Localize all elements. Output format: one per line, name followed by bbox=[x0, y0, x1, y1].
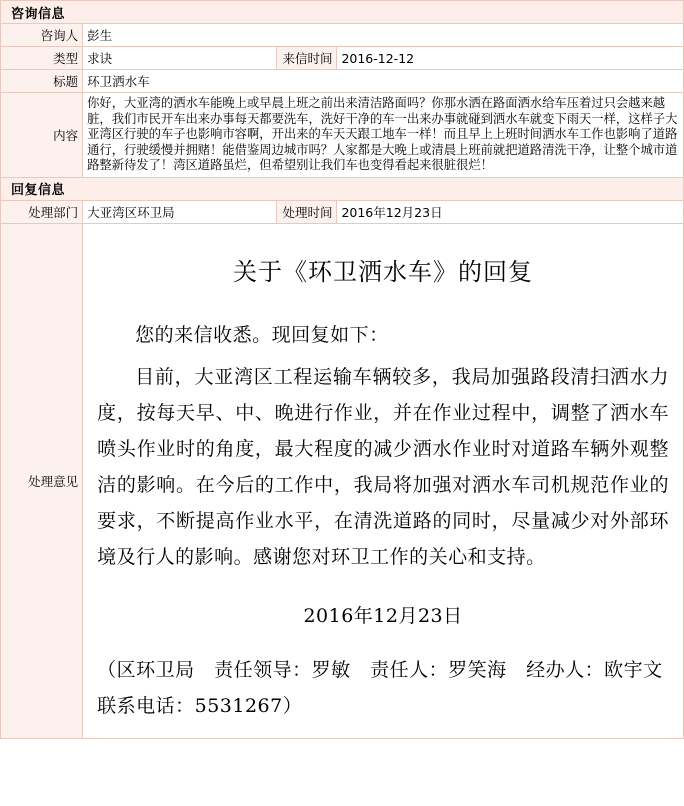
content-row bbox=[1, 93, 684, 178]
department-label: 处理部门 bbox=[1, 200, 83, 223]
reply-body bbox=[83, 223, 684, 738]
consult-section-header: 咨询信息 bbox=[1, 1, 684, 24]
reply-title: 关于《环卫洒水车》的回复 bbox=[233, 257, 534, 286]
type-and-time-row bbox=[1, 47, 684, 70]
opinion-row bbox=[1, 223, 684, 738]
reply-footer-contacts: （区环卫局 责任领导：罗敏 责任人：罗笑海 经办人：欧宇文 联系电话：5531267） bbox=[97, 658, 683, 717]
letter-time-label: 来信时间 bbox=[277, 47, 337, 70]
reply-paragraph-1: 您的来信收悉。现回复如下： bbox=[135, 323, 389, 346]
opinion-label: 处理意见 bbox=[1, 223, 83, 738]
consult-section-header-row bbox=[1, 1, 684, 24]
reply-date: 2016年12月23日 bbox=[303, 604, 463, 627]
title-value: 环卫洒水车 bbox=[83, 70, 684, 93]
consultant-label: 咨询人 bbox=[1, 24, 83, 47]
consultant-value: 彭生 bbox=[83, 24, 684, 47]
type-label: 类型 bbox=[1, 47, 83, 70]
type-value: 求诀 bbox=[83, 47, 277, 70]
department-and-time-row bbox=[1, 200, 684, 223]
content-value: 你好，大亚湾的洒水车能晚上或早晨上班之前出来清洁路面吗？你那水洒在路面洒水给车压着过只会越来越脏，我们市民开车出来办事每天都要洗车，洗好干净的车一出来办事就碰到洒水车就变下雨天一样，这样子大亚湾区行驶的车子也影响市容啊，开出来的车天天跟工地车一样！而且早上上班时间洒水车工作也影响了道路通行，行驶缓慢并拥赌！能借鉴周边城市吗？人家都是大晚上或清晨上班前就把道路清洗干净，让整个城市道路整新待发了！湾区道路虽烂，但希望别让我们车也变得看起来很脏很烂！ bbox=[83, 93, 684, 178]
process-time-value: 2016年12月23日 bbox=[337, 200, 684, 223]
reply-section-header-row bbox=[1, 177, 684, 200]
department-value: 大亚湾区环卫局 bbox=[83, 200, 277, 223]
consultant-row bbox=[1, 24, 684, 47]
title-label: 标题 bbox=[1, 70, 83, 93]
reply-paragraph-2: 目前，大亚湾区工程运输车辆较多，我局加强路段清扫洒水力度，按每天早、中、晚进行作业，并在作业过程中，调整了洒水车喷头作业时的角度，最大程度的减少洒水作业时对道路车辆外观整洁的影响。在今后的工作中，我局将加强对洒水车司机规范作业的要求，不断提高作业水平，在清洗道路的同时，尽量减少对外部环境及行人的影响。感谢您对环卫工作的关心和支持。 bbox=[97, 365, 669, 568]
letter-time-value: 2016-12-12 bbox=[337, 47, 684, 70]
process-time-label: 处理时间 bbox=[277, 200, 337, 223]
title-row bbox=[1, 70, 684, 93]
reply-section-header: 回复信息 bbox=[1, 177, 684, 200]
content-label: 内容 bbox=[1, 93, 83, 178]
